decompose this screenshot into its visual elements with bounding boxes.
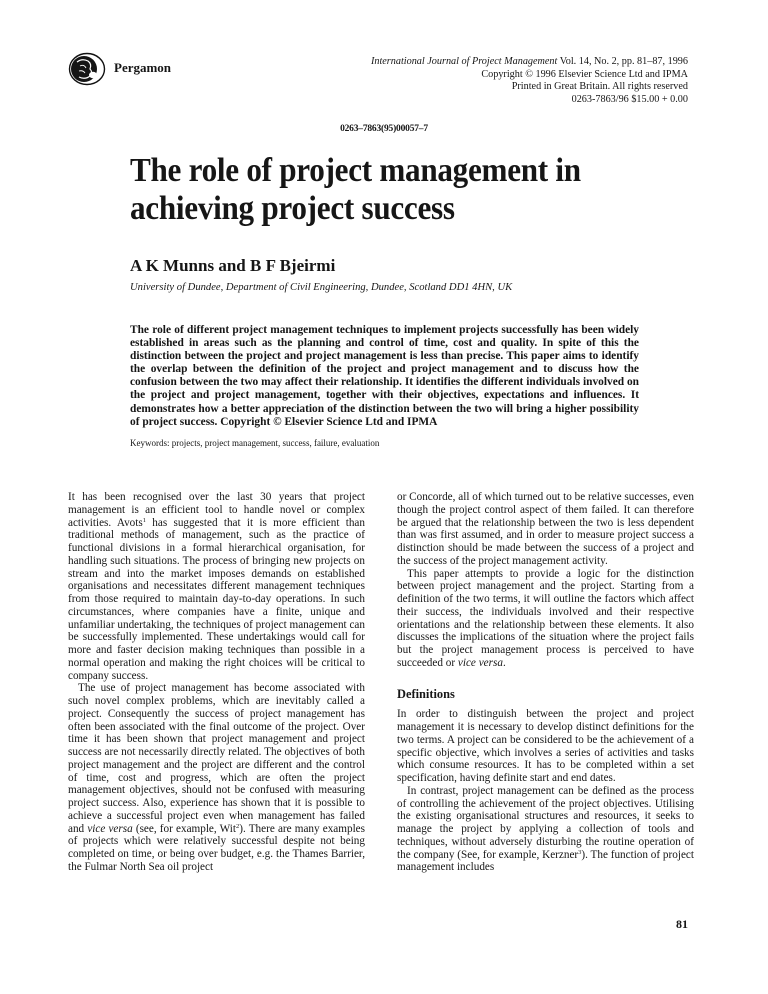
paragraph: or Concorde, all of which turned out to be relative successes, even though the project control aspect of them failed. It can therefore be argued that the relationship between the two is less dependent than was first assumed, and in order to measure project success a distinction should be made between the success of a project and the success of the project management activity.: [397, 491, 694, 567]
copyright-line: Copyright © 1996 Elsevier Science Ltd and IPMA: [481, 68, 688, 80]
body-column-right: [397, 491, 694, 874]
journal-volume: Vol. 14, No. 2, pp. 81–87, 1996: [559, 56, 688, 67]
journal-meta: [371, 56, 688, 106]
abstract: The role of different project management techniques to implement projects successfully has been widely established in areas such as the planning and control of time, cost and quality. In spite of this the distinction between the project and project management is less than precise. This paper aims to identify the overlap between the definition of the project and project management and to discuss how the confusion between the two may affect their relationship. It identifies the different individuals involved on the project and project management, together with their objectives, expectations and influences. It demonstrates how a better appreciation of the distinction between the two will bring a higher possibility of project success. Copyright © Elsevier Science Ltd and IPMA: [130, 324, 639, 428]
paragraph: This paper attempts to provide a logic for the distinction between project management and the project. Starting from a definition of the two terms, it will outline the factors which affect their success, the individuals involved and their respective orientations and the relationship between these elements. It also discusses the implications of the situation where the project fails but the project management process is perceived to have succeeded or vice versa.: [397, 567, 694, 669]
keywords: Keywords: projects, project management, success, failure, evaluation: [130, 438, 380, 448]
citation-ref: 3: [578, 848, 582, 856]
citation-ref: 2: [235, 822, 240, 830]
doi: 0263–7863(95)00057–7: [340, 124, 428, 134]
article-title: The role of project management in achieving project success: [130, 152, 581, 227]
journal-citation: [371, 56, 688, 69]
price-line: 0263-7863/96 $15.00 + 0.00: [571, 93, 688, 105]
paragraph: In order to distinguish between the project and project management it is necessary to develop distinct definitions for the two terms. A project can be considered to be the achievement of a specific objective, which involves a series of activities and tasks which consume resources. It has to be completed within a set specification, having definite start and end dates.: [397, 708, 694, 784]
paragraph: It has been recognised over the last 30 years that project management is an efficient tool to handle novel or complex activities. Avots$^1$ has suggested that it is more efficient than traditional methods of management, such as the practice of functional divisions in a formal hierarchical organisation, for handling such situations. The process of bringing new projects on stream and into the market imposes demands on established organisations and necessitates different management techniques from those required to maintain day-to-day operations. In such circumstances, where companies have a finite, unique and unfamiliar undertaking, the techniques of project management can be successfully implemented. These undertakings would call for more and faster decision making techniques than possible in a normal operation and making the right choices will be critical to company success.: [68, 491, 365, 682]
pergamon-logo-icon: [68, 52, 106, 86]
section-heading-definitions: Definitions: [397, 686, 455, 701]
page-number: 81: [676, 917, 688, 931]
affiliation: University of Dundee, Department of Civil Engineering, Dundee, Scotland DD1 4HN, UK: [130, 282, 513, 293]
body-column-left: [68, 491, 365, 874]
publisher-name: Pergamon: [114, 60, 172, 75]
authors: A K Munns and B F Bjeirmi: [130, 256, 336, 275]
paragraph: The use of project management has become associated with such novel complex problems, which are inevitably called a project. Consequently the success of project management has often been associated with the final outcome of the project. Over time it has been shown that project management and project success are not necessarily directly related. The objectives of both project management and the project are different and the control of time, cost and progress, which are often the project management objectives, should not be confused with measuring project success. Also, experience has shown that it is possible to achieve a successful project even when management has failed and vice versa (see, for example, Wit$^2$). There are many examples of projects which were relatively successful despite not being completed on time, or being over budget, e.g. the Thames Barrier, the Fulmar North Sea oil project: [68, 682, 365, 873]
citation-ref: 1: [142, 516, 146, 524]
printed-line: Printed in Great Britain. All rights reserved: [511, 81, 688, 93]
paragraph: In contrast, project management can be defined as the process of controlling the achievement of the project objectives. Utilising the existing organisational structures and resources, it seeks to manage the project by applying a collection of tools and techniques, without adversely disturbing the routine operation of the company (See, for example, Kerzner$^3$). The function of project management includes: [397, 784, 694, 874]
journal-name: International Journal of Project Management: [370, 56, 558, 67]
